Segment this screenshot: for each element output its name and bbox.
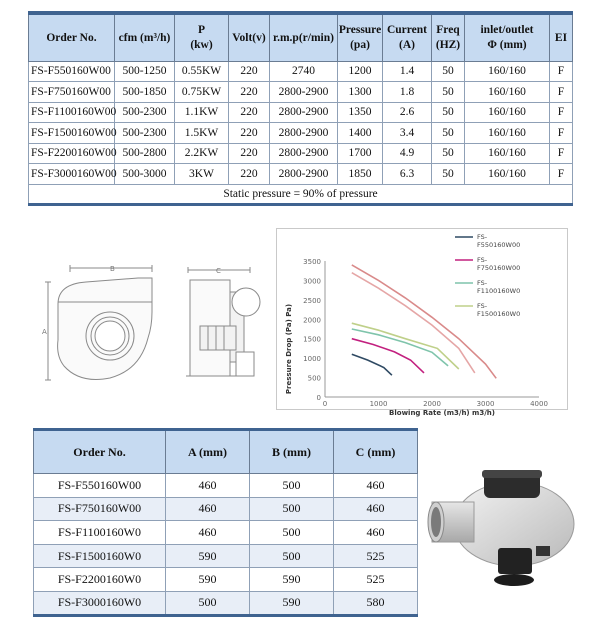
dim-cell: 590 bbox=[166, 568, 250, 592]
spec-header-cell bbox=[229, 13, 270, 61]
dim-row bbox=[34, 568, 418, 592]
spec-cell: 1200 bbox=[338, 61, 383, 82]
label-c: C bbox=[216, 267, 221, 275]
legend-prefix: FS- bbox=[477, 256, 488, 264]
series-line-0 bbox=[352, 354, 392, 375]
dim-header-cell: Order No. bbox=[34, 430, 166, 474]
dim-cell: FS-F2200160W0 bbox=[34, 568, 166, 592]
spec-header-cell bbox=[550, 13, 573, 61]
spec-row bbox=[29, 143, 573, 164]
dim-cell: FS-F550160W00 bbox=[34, 474, 166, 498]
x-tick-label: 2000 bbox=[423, 400, 441, 408]
dim-cell: 500 bbox=[166, 591, 250, 615]
spec-cell: 2800-2900 bbox=[270, 102, 338, 123]
spec-cell: 500-2800 bbox=[115, 143, 175, 164]
dim-header-row bbox=[34, 430, 418, 474]
spec-cell: F bbox=[550, 164, 573, 185]
spec-cell: 1400 bbox=[338, 123, 383, 144]
spec-cell: 4.9 bbox=[383, 143, 432, 164]
spec-cell: FS-F2200160W00 bbox=[29, 143, 115, 164]
header-line1: r.m.p(r/min) bbox=[273, 31, 334, 44]
spec-cell: 1.4 bbox=[383, 61, 432, 82]
header-line1: P bbox=[197, 24, 206, 37]
spec-table bbox=[28, 11, 573, 206]
spec-cell: 220 bbox=[229, 61, 270, 82]
dim-cell: 460 bbox=[334, 474, 418, 498]
dim-cell: 500 bbox=[250, 521, 334, 545]
spec-header-cell bbox=[383, 13, 432, 61]
spec-header-cell bbox=[29, 13, 115, 61]
spec-cell: 1700 bbox=[338, 143, 383, 164]
spec-cell: FS-F1500160W00 bbox=[29, 123, 115, 144]
spec-cell: 500-2300 bbox=[115, 123, 175, 144]
spec-cell: 2740 bbox=[270, 61, 338, 82]
header-line1: Order No. bbox=[46, 31, 97, 44]
spec-cell: 160/160 bbox=[465, 123, 550, 144]
spec-cell: 220 bbox=[229, 102, 270, 123]
y-tick-label: 500 bbox=[307, 374, 321, 383]
spec-cell: 2800-2900 bbox=[270, 82, 338, 103]
header-line2: (kw) bbox=[190, 38, 213, 51]
label-a: A bbox=[42, 328, 47, 336]
spec-cell: 1.8 bbox=[383, 82, 432, 103]
y-tick-label: 2000 bbox=[303, 316, 321, 325]
dim-body bbox=[34, 474, 418, 616]
header-line1: EI bbox=[554, 31, 568, 44]
y-tick-label: 3500 bbox=[303, 258, 321, 266]
spec-cell: 160/160 bbox=[465, 61, 550, 82]
spec-cell: 50 bbox=[432, 123, 465, 144]
spec-cell: 3.4 bbox=[383, 123, 432, 144]
spec-cell: 220 bbox=[229, 82, 270, 103]
dim-cell: FS-F750160W00 bbox=[34, 497, 166, 521]
y-axis-title: Pressure Drop (Pa) Pa) bbox=[285, 303, 293, 395]
header-line2: (A) bbox=[399, 38, 415, 51]
dimension-table bbox=[33, 428, 418, 617]
y-tick-label: 2500 bbox=[303, 296, 321, 305]
y-tick-label: 1000 bbox=[303, 355, 321, 364]
spec-cell: FS-F3000160W00 bbox=[29, 164, 115, 185]
dim-cell: 590 bbox=[250, 591, 334, 615]
dim-cell: FS-F3000160W0 bbox=[34, 591, 166, 615]
spec-cell: 1.5KW bbox=[175, 123, 229, 144]
dim-cell: 460 bbox=[166, 474, 250, 498]
dim-cell: 500 bbox=[250, 497, 334, 521]
legend-label-1: F750160W00 bbox=[477, 264, 521, 272]
performance-chart-svg bbox=[277, 229, 567, 417]
legend-label-3: F1500160W0 bbox=[477, 310, 521, 318]
spec-cell: F bbox=[550, 61, 573, 82]
spec-cell: 220 bbox=[229, 123, 270, 144]
series-line-1 bbox=[352, 339, 424, 373]
header-line1: Pressure bbox=[338, 24, 382, 37]
blower-product-image bbox=[428, 468, 588, 588]
y-tick-label: 0 bbox=[316, 394, 321, 402]
spec-cell: FS-F550160W00 bbox=[29, 61, 115, 82]
dim-cell: 460 bbox=[166, 497, 250, 521]
legend-prefix: FS- bbox=[477, 302, 488, 310]
spec-cell: 2800-2900 bbox=[270, 143, 338, 164]
legend-prefix: FS- bbox=[477, 233, 488, 241]
series-line-4 bbox=[352, 273, 475, 373]
header-line2: (pa) bbox=[350, 38, 370, 51]
spec-cell: 500-3000 bbox=[115, 164, 175, 185]
y-tick-label: 3000 bbox=[303, 277, 321, 286]
dim-row bbox=[34, 544, 418, 568]
dim-header-cell: C (mm) bbox=[334, 430, 418, 474]
dim-header-cell: B (mm) bbox=[250, 430, 334, 474]
fan-dimension-drawing bbox=[40, 262, 272, 392]
dim-cell: FS-F1100160W0 bbox=[34, 521, 166, 545]
dim-cell: 525 bbox=[334, 568, 418, 592]
spec-row bbox=[29, 102, 573, 123]
dim-cell: 460 bbox=[334, 521, 418, 545]
performance-chart bbox=[276, 228, 568, 417]
y-tick-label: 1500 bbox=[303, 335, 321, 344]
spec-note-row bbox=[29, 184, 573, 204]
spec-cell: 50 bbox=[432, 61, 465, 82]
x-tick-label: 3000 bbox=[476, 400, 495, 408]
dimension-table-section bbox=[33, 428, 417, 617]
spec-cell: F bbox=[550, 102, 573, 123]
spec-header-cell bbox=[338, 13, 383, 61]
spec-cell: 1350 bbox=[338, 102, 383, 123]
spec-cell: F bbox=[550, 82, 573, 103]
spec-row bbox=[29, 123, 573, 144]
spec-cell: 160/160 bbox=[465, 143, 550, 164]
spec-cell: FS-F750160W00 bbox=[29, 82, 115, 103]
spec-cell: 2800-2900 bbox=[270, 123, 338, 144]
dim-row bbox=[34, 521, 418, 545]
header-line2: (HZ) bbox=[435, 38, 461, 51]
spec-row bbox=[29, 82, 573, 103]
static-pressure-note: Static pressure = 90% of pressure bbox=[29, 184, 573, 204]
spec-header-cell bbox=[115, 13, 175, 61]
spec-cell: 160/160 bbox=[465, 164, 550, 185]
spec-row bbox=[29, 61, 573, 82]
spec-cell: 160/160 bbox=[465, 82, 550, 103]
dim-cell: 580 bbox=[334, 591, 418, 615]
spec-cell: 6.3 bbox=[383, 164, 432, 185]
header-line1: inlet/outlet bbox=[480, 24, 534, 37]
dim-row bbox=[34, 497, 418, 521]
dim-cell: 500 bbox=[250, 474, 334, 498]
legend-label-2: F1100160W0 bbox=[477, 287, 521, 295]
legend-prefix: FS- bbox=[477, 279, 488, 287]
spec-cell: 2.2KW bbox=[175, 143, 229, 164]
spec-header-cell bbox=[270, 13, 338, 61]
x-tick-label: 4000 bbox=[530, 400, 548, 408]
spec-header-cell bbox=[432, 13, 465, 61]
spec-cell: F bbox=[550, 123, 573, 144]
dim-cell: 460 bbox=[334, 497, 418, 521]
dim-row bbox=[34, 474, 418, 498]
x-axis-title: Blowing Rate (m3/h) m3/h) bbox=[389, 409, 495, 417]
header-line1: Current bbox=[386, 24, 428, 37]
spec-cell: 50 bbox=[432, 82, 465, 103]
label-b: B bbox=[110, 265, 115, 273]
series-line-5 bbox=[352, 265, 496, 378]
dim-cell: 525 bbox=[334, 544, 418, 568]
spec-header-row bbox=[29, 13, 573, 61]
x-tick-label: 0 bbox=[322, 400, 328, 408]
spec-cell: 2800-2900 bbox=[270, 164, 338, 185]
spec-cell: 1850 bbox=[338, 164, 383, 185]
spec-cell: 220 bbox=[229, 164, 270, 185]
spec-header-cell bbox=[465, 13, 550, 61]
spec-cell: 220 bbox=[229, 143, 270, 164]
spec-cell: FS-F1100160W00 bbox=[29, 102, 115, 123]
spec-cell: 50 bbox=[432, 164, 465, 185]
header-line2: Φ (mm) bbox=[487, 38, 527, 51]
spec-header-cell bbox=[175, 13, 229, 61]
spec-cell: 3KW bbox=[175, 164, 229, 185]
spec-body bbox=[29, 61, 573, 204]
spec-row bbox=[29, 164, 573, 185]
header-line1: Freq bbox=[436, 24, 460, 37]
spec-cell: 500-1250 bbox=[115, 61, 175, 82]
spec-cell: 500-1850 bbox=[115, 82, 175, 103]
dim-cell: 500 bbox=[250, 544, 334, 568]
spec-cell: 50 bbox=[432, 102, 465, 123]
x-tick-label: 1000 bbox=[369, 400, 388, 408]
legend-label-0: F550160W00 bbox=[477, 241, 521, 249]
spec-cell: 500-2300 bbox=[115, 102, 175, 123]
spec-cell: 0.75KW bbox=[175, 82, 229, 103]
spec-cell: 50 bbox=[432, 143, 465, 164]
dim-cell: 460 bbox=[166, 521, 250, 545]
dim-header-cell: A (mm) bbox=[166, 430, 250, 474]
spec-cell: 160/160 bbox=[465, 102, 550, 123]
spec-cell: 1300 bbox=[338, 82, 383, 103]
spec-cell: 1.1KW bbox=[175, 102, 229, 123]
dim-cell: 590 bbox=[250, 568, 334, 592]
header-line1: Volt(v) bbox=[232, 31, 266, 44]
dim-cell: FS-F1500160W0 bbox=[34, 544, 166, 568]
spec-cell: 2.6 bbox=[383, 102, 432, 123]
spec-cell: F bbox=[550, 143, 573, 164]
header-line1: cfm (m³/h) bbox=[118, 31, 171, 44]
dim-row bbox=[34, 591, 418, 615]
dim-cell: 590 bbox=[166, 544, 250, 568]
spec-cell: 0.55KW bbox=[175, 61, 229, 82]
spec-table-section bbox=[28, 11, 572, 203]
